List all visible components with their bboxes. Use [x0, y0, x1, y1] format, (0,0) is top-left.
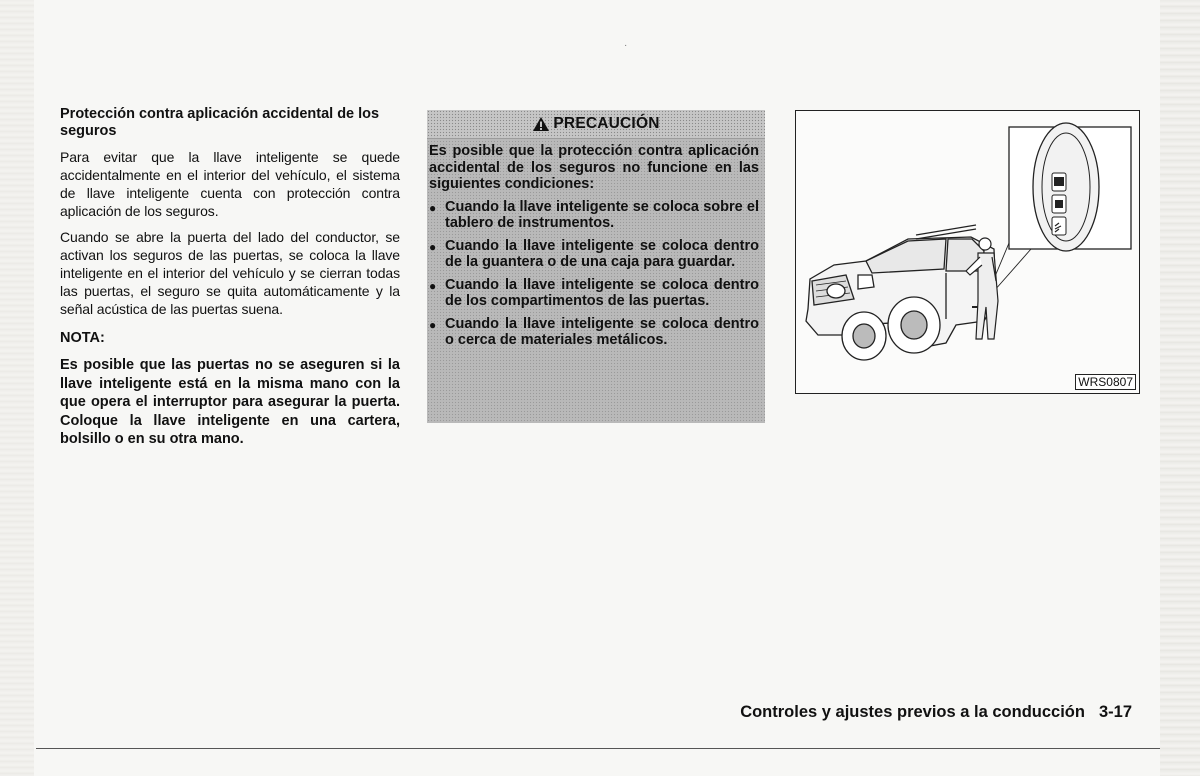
- figure-illustration: [795, 110, 1140, 394]
- scan-edge-right: [1160, 0, 1200, 776]
- bottom-rule: [36, 748, 1160, 749]
- page-number: 3-17: [1098, 703, 1132, 721]
- suv-with-key-illustration: [796, 111, 1138, 392]
- page-footer: [740, 703, 1132, 722]
- caution-bullet-text: Cuando la llave inteligente se coloca dentro o cerca de materiales metálicos.: [445, 315, 759, 348]
- suv-illustration: [806, 225, 996, 360]
- caution-bullet: [429, 316, 759, 349]
- caution-bullet-text: Cuando la llave inteligente se coloca sobre el tablero de instrumentos.: [445, 198, 759, 231]
- scan-edge-left: [0, 0, 34, 776]
- caution-bullet-text: Cuando la llave inteligente se coloca dentro de los compartimentos de las puertas.: [445, 276, 759, 309]
- caution-box: [427, 110, 765, 423]
- smart-key-fob-icon: [1033, 123, 1099, 251]
- behavior-paragraph: Cuando se abre la puerta del lado del conductor, se activan los seguros de las puertas, se coloca la llave inteligente en el interior del vehículo y se cierran todas las puertas, el seguro se quita automáticamente y la señal acústica de las puertas suena.: [60, 229, 400, 317]
- left-column: [60, 106, 400, 449]
- figure-code: WRS0807: [1075, 374, 1136, 390]
- caution-title: PRECAUCIÓN: [553, 115, 660, 132]
- caution-bullet: [429, 238, 759, 271]
- scan-speck: ·: [624, 40, 628, 51]
- key-inset: [1009, 123, 1131, 251]
- caution-bullet: [429, 277, 759, 310]
- bullet-dot-icon: ●: [429, 200, 437, 215]
- caution-header: [427, 110, 765, 139]
- caution-bullet-text: Cuando la llave inteligente se coloca dentro de la guantera o de una caja para guardar.: [445, 237, 759, 270]
- intro-paragraph: Para evitar que la llave inteligente se quede accidentalmente en el interior del vehículo, el sistema de llave inteligente cuenta con protección contra aplicación de los seguros.: [60, 149, 400, 219]
- section-heading: Protección contra aplicación accidental de los seguros: [60, 106, 380, 139]
- warning-triangle-icon: [532, 116, 550, 132]
- note-text: Es posible que las puertas no se aseguren si la llave inteligente está en la misma mano con la que opera el interruptor para asegurar la puerta. Coloque la llave inteligente en una cartera, bolsillo o en su otra mano.: [60, 357, 400, 447]
- caution-intro: Es posible que la protección contra aplicación accidental de los seguros no funcione en las siguientes condiciones:: [429, 143, 759, 192]
- note-label: NOTA:: [60, 330, 105, 346]
- bullet-dot-icon: ●: [429, 278, 437, 293]
- caution-body: [427, 139, 765, 349]
- bullet-dot-icon: ●: [429, 239, 437, 254]
- footer-section-title: Controles y ajustes previos a la conducción: [740, 703, 1085, 721]
- caution-bullet: [429, 199, 759, 232]
- bullet-dot-icon: ●: [429, 317, 437, 332]
